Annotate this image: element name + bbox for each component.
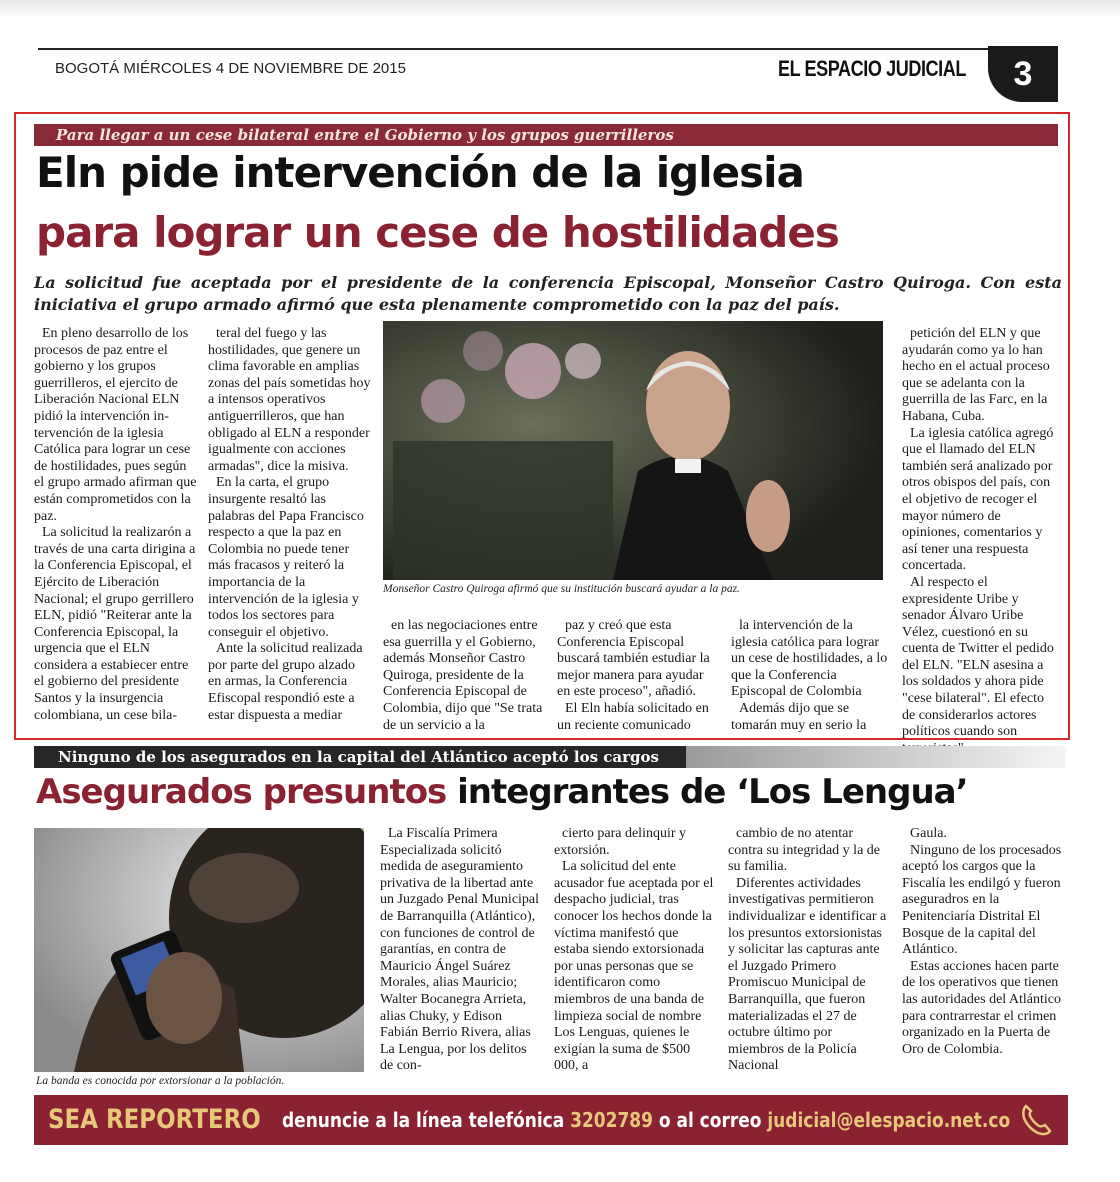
phone-icon xyxy=(1016,1100,1056,1140)
story1-photo-caption: Monseñor Castro Quiroga afirmó que su institución buscará ayudar a la paz. xyxy=(383,583,740,595)
story2-photo-caption: La banda es conocida por extorsionar a la población. xyxy=(36,1075,285,1087)
paragraph: teral del fuego y las hostilidades, que genere un clima favorable en amplias zonas del país sometidas hoy a intensos operativos antiguerrilleros, que han obligado al ELN a responder igualmente con acciones armadas", dice la misiva. xyxy=(208,326,371,474)
banner-contact-line xyxy=(282,1098,1010,1142)
paragraph: petición del ELN y que ayudarán como ya lo han hecho en el actual proceso que se adelanta con la guerrilla de las Farc, en la Habana, Cuba. xyxy=(902,326,1050,424)
story1-photo-monsenor xyxy=(383,321,883,580)
paragraph: cierto para delinquir y extorsión. xyxy=(554,826,687,858)
story2-headline-part2: integrantes de ‘Los Lengua’ xyxy=(457,772,968,812)
story1-headline-line2: para lograr un cese de hostilidades xyxy=(36,208,839,257)
paragraph: El Eln había solicitado en un reciente comunicado xyxy=(557,700,709,733)
issue-date: BOGOTÁ MIÉRCOLES 4 DE NOVIEMBRE DE 2015 xyxy=(55,60,406,77)
story2-kicker: Ninguno de los asegurados en la capital del Atlántico aceptó los cargos xyxy=(34,746,686,768)
story1-column-3 xyxy=(383,618,546,734)
story2-headline-part1: Asegurados presuntos xyxy=(36,772,447,812)
story2-column-4 xyxy=(902,826,1062,1058)
paragraph: En pleno desarrollo de los procesos de paz entre el gobierno y los grupos guerrilleros, el ejercito de Liberación Nacional ELN pidió la intervención in-tervención de la iglesia Católica para lograr un cese de hostilidades, pues según el grupo armado afirman que están comprometidos con la paz. xyxy=(34,326,197,524)
paragraph: Ante la solicitud realizada por parte del grupo alzado en armas, la Conferencia Efiscopal respondió este a estar dispuesta a mediar xyxy=(208,641,363,723)
paragraph: La solicitud la realizarón a través de una carta dirigina a la Conferencia Episcopal, el Ejército de Liberación Nacional; el grupo gerrillero ELN, pidió "Reiterar ante la Conferencia Episcopal, la urgencia que el ELN considera a estabiecer entre el gobierno del presidente Santos y la insurgencia colombiana, un cese bila- xyxy=(34,525,196,723)
story1-column-4 xyxy=(557,618,720,734)
paragraph: Gaula. xyxy=(910,826,947,841)
photo-phone-caller-image xyxy=(34,828,364,1072)
paragraph: Además dijo que se tomarán muy en serio la xyxy=(731,700,867,733)
paragraph: Estas acciones hacen parte de los operativos que tienen las autoridades del Atlántico para contrarrestar el crimen organizado en la Puerta de Oro de Colombia. xyxy=(902,958,1062,1057)
story2-photo-phone-caller xyxy=(34,828,364,1072)
section-title: EL ESPACIO JUDICIAL xyxy=(778,56,967,81)
page-number: 3 xyxy=(988,46,1058,102)
banner-phone-number[interactable]: 3202789 xyxy=(570,1108,653,1132)
story1-column-2 xyxy=(208,326,371,724)
story2-column-2 xyxy=(554,826,714,1075)
paragraph: La iglesia católica agregó que el llamado del ELN también será analizado por otros obispos del país, con el objetivo de recoger el mayor número de opiniones, comentarios y así tener una respuesta concertada. xyxy=(902,425,1054,574)
story1-deck: La solicitud fue aceptada por el presidente de la conferencia Episcopal, Monseñor Castro Quiroga. Con esta iniciativa el grupo armado afirmó que esta plenamente comprometido con la paz del país. xyxy=(34,273,1062,314)
story1-column-5 xyxy=(731,618,891,734)
paragraph: La Fiscalía Primera Especializada solicitó medida de aseguramiento privativa de la libertad ante un Juzgado Penal Municipal de Barranquilla (Atlántico), con funciones de control de garantías, en contra de Mauricio Ángel Suárez Morales, alias Mauricio; Walter Bocanegra Arrieta, alias Chuky, y Edison Fabián Berrio Rivera, alias La Lengua, por los delitos de con- xyxy=(380,826,540,1074)
paragraph: La solicitud del ente acusador fue aceptada por el despacho judicial, tras conocer los hechos donde la víctima manifestó que estaba siendo extorsionada por unas personas que se identificaron como miembros de una banda de limpieza social de nombre Los Lenguas, quienes le exigían la suma de $500 000, a xyxy=(554,859,714,1074)
story1-kicker: Para llegar a un cese bilateral entre el Gobierno y los grupos guerrilleros xyxy=(34,124,1058,146)
paragraph: la intervención de la iglesia católica para lograr un cese de hostilidades, a lo que la Conferencia Episcopal de Colombia xyxy=(731,618,888,700)
top-scan-strip xyxy=(0,0,1120,18)
story2-headline xyxy=(36,772,968,812)
story1-column-6 xyxy=(902,326,1060,757)
paragraph: En la carta, el grupo insurgente resaltó las palabras del Papa Francisco respecto a que la paz en Colombia no puede tener más fracasos y reiteró la importancia de la intervención de la iglesia y todos los sectores para conseguir el objetivo. xyxy=(208,475,364,640)
paragraph: Ninguno de los procesados aceptó los cargos que la Fiscalía les endilgó y fueron aseguradros en la Penitenciaría Distrital El Bosque de la capital del Atlántico. xyxy=(902,842,1062,958)
paragraph: Diferentes actividades investigativas permitieron individualizar e identificar a los presuntos extorsionistas y solicitar las capturas ante el Juzgado Primero Promiscuo Municipal de Barranquilla, que fueron materializadas el 27 de octubre último por miembros de la Policía Nacional xyxy=(728,875,887,1074)
banner-title: SEA REPORTERO xyxy=(48,1104,261,1135)
banner-text-before: denuncie a la línea telefónica xyxy=(282,1108,565,1132)
story2-column-1 xyxy=(380,826,542,1075)
banner-email-link[interactable]: judicial@elespacio.net.co xyxy=(767,1108,1011,1132)
story2-column-3 xyxy=(728,826,888,1075)
story2-kicker-fade xyxy=(686,746,1066,768)
banner-text-middle: o al correo xyxy=(658,1108,762,1132)
story1-headline-line1: Eln pide intervención de la iglesia xyxy=(36,148,804,197)
paragraph: cambio de no atentar contra su integridad y la de su familia. xyxy=(728,826,881,875)
photo-monsenor-image xyxy=(383,321,883,580)
paragraph: en las negociaciones entre esa guerrilla y el Gobierno, además Monseñor Castro Quiroga, presidente de la Conferencia Episcopal de Colombia, dijo que "Se trata de un servicio a la xyxy=(383,618,543,733)
paragraph: paz y creó que esta Conferencia Episcopal buscará también estudiar la mejor manera para ayudar en este proceso", añadió. xyxy=(557,618,710,700)
story1-column-1 xyxy=(34,326,197,724)
paragraph: Al respecto el expresidente Uribe y senador Álvaro Uribe Vélez, cuestionó en su cuenta de Twitter el pedido del ELN. "ELN asesina a los soldados y ahora pide "cese bilateral". El efecto de considerarlos actores políticos cuando son xyxy=(902,574,1054,740)
header-rule xyxy=(38,48,1038,50)
